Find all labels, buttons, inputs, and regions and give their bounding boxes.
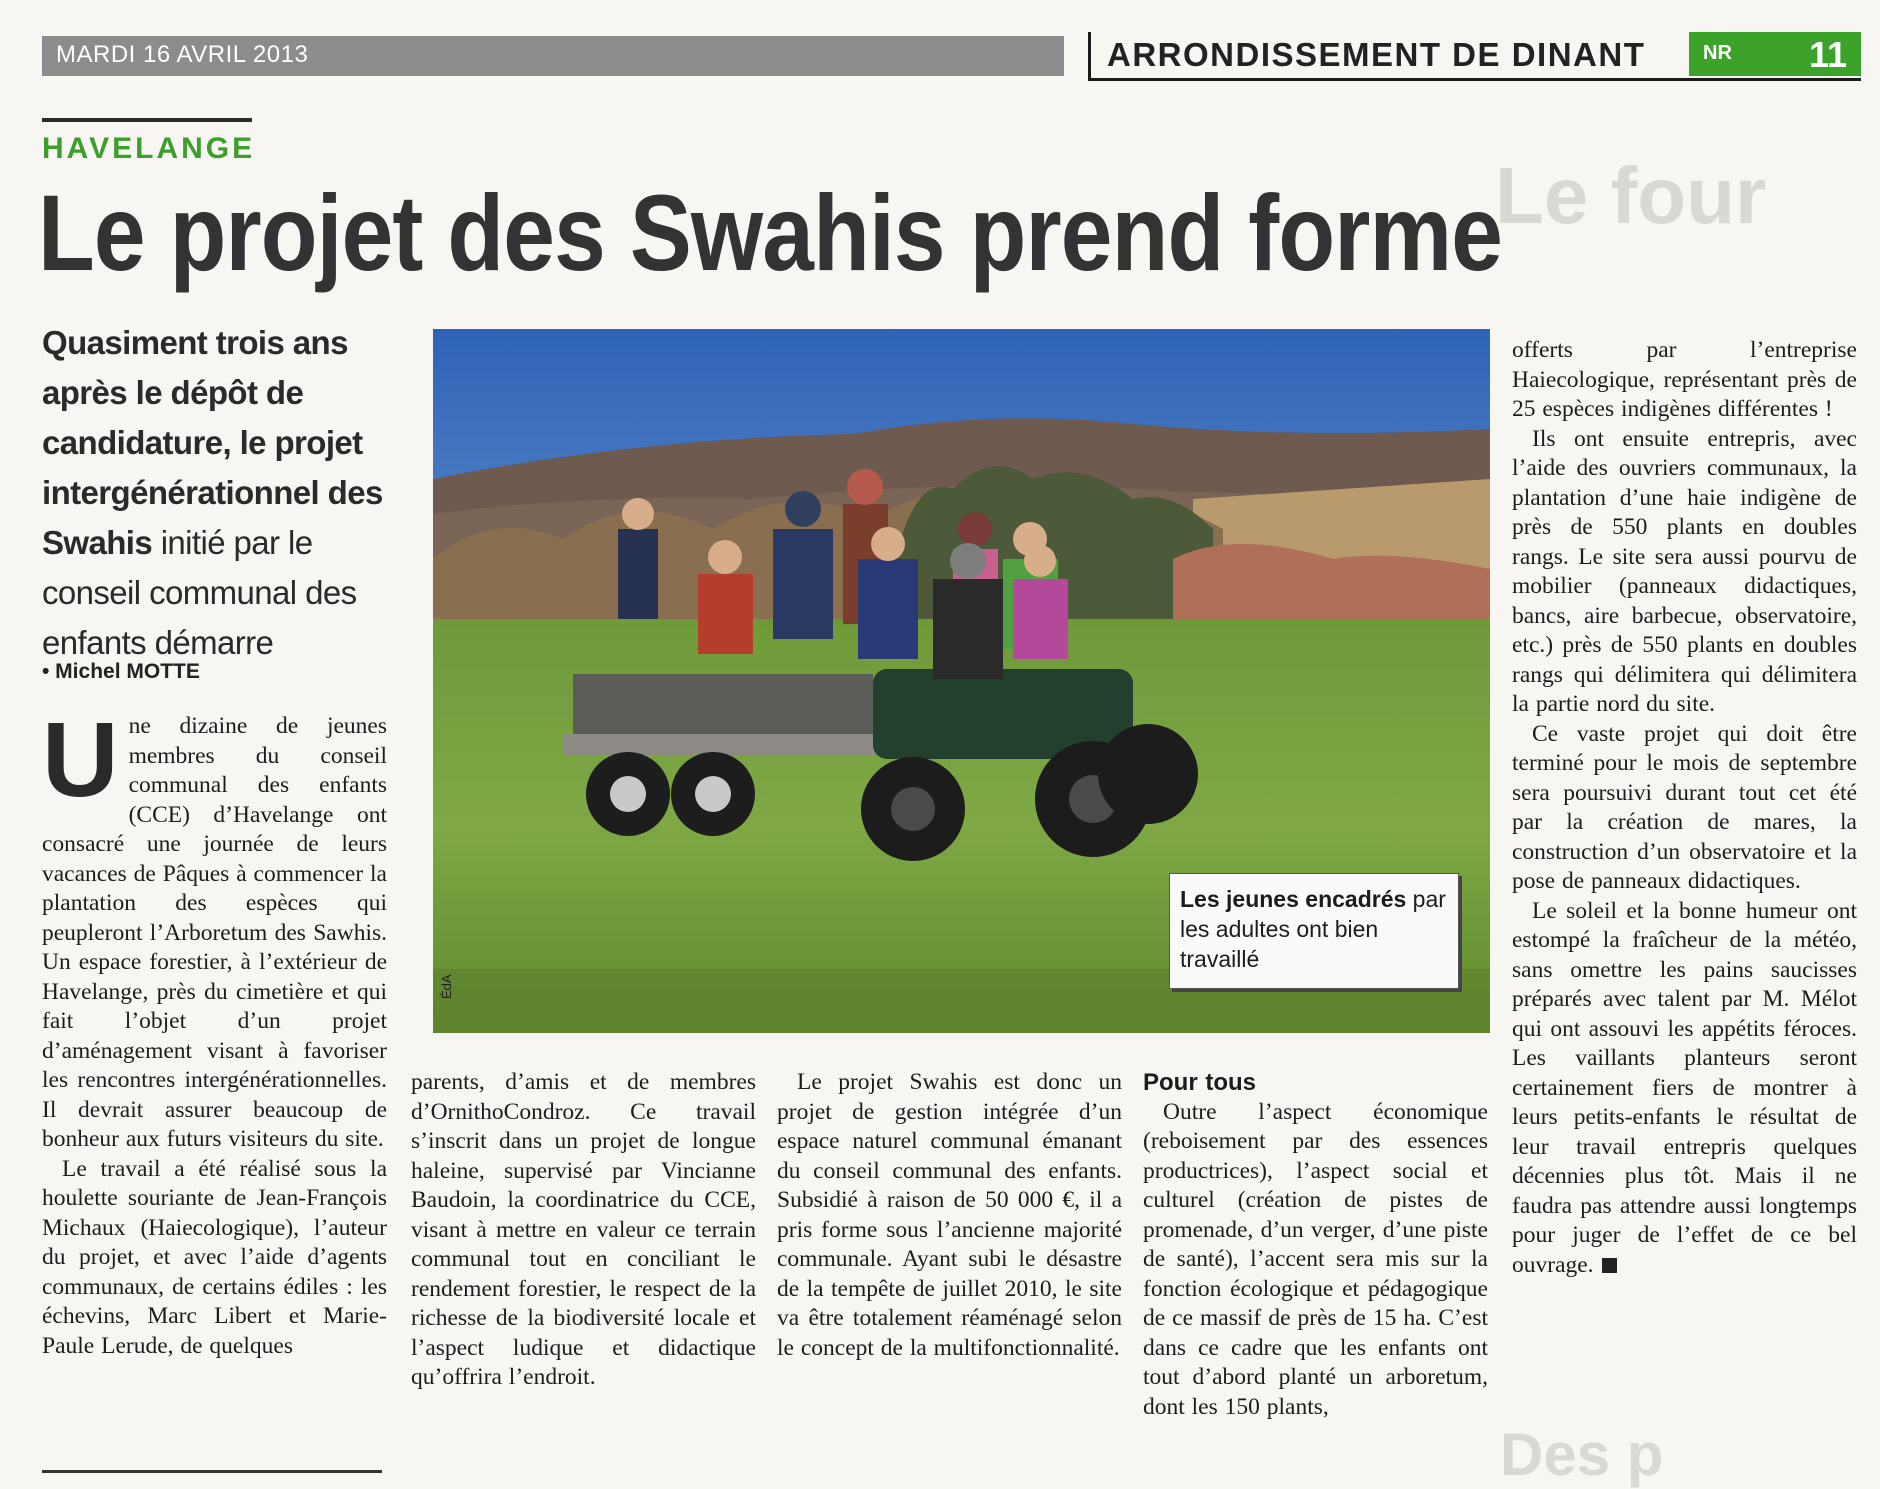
photo-credit: ÉdA (439, 974, 454, 999)
caption-bold: Les jeunes encadrés (1180, 886, 1407, 912)
column-1 (42, 701, 387, 1361)
photo-caption (1169, 873, 1459, 989)
subheading: Pour tous (1143, 1069, 1256, 1096)
bleed-through-text: Des p (1500, 1421, 1664, 1488)
paragraph: Le travail a été réalisé sous la houlette souriante de Jean-François Michaux (Haiecologique), l’auteur du projet, et avec l’aide d’agents communaux, de certains édiles : les échevins, Marc Libert et Marie-Paule Lerude, de quelques (42, 1155, 387, 1359)
paper-logo: NR (1703, 42, 1732, 64)
headline: Le projet des Swahis prend forme (38, 172, 1503, 293)
caption-rest: par les adultes ont bien travaillé (1180, 886, 1446, 972)
column-5 (1512, 336, 1857, 1280)
column-3 (777, 1068, 1122, 1363)
intro-bold: Quasiment trois ans après le dépôt de candidature, le projet intergénérationnel des Swahis (42, 324, 383, 561)
bleed-through-text: Le four (1495, 151, 1767, 240)
paragraph: Le projet Swahis est donc un projet de gestion intégrée d’un espace naturel communal émanant du conseil communal des enfants. Subsidié à raison de 50 000 €, il a pris forme sous l’ancienne majorité communale. Ayant subi le désastre de la tempête de juillet 2010, le site va être totalement réaménagé selon le concept de la multifonctionnalité. (777, 1069, 1122, 1361)
intro-rest: initié par le conseil communal des enfants démarre (42, 524, 357, 661)
intro-text (42, 318, 402, 668)
section-header (1088, 32, 1861, 81)
paragraph-text: ne dizaine de jeunes membres du conseil communal des enfants (CCE) d’Havelange ont consacré une journée de leurs vacances de Pâques à commencer la plantation des espèces qui peupleront l’Arboretum des Sawhis. Un espace forestier, à l’extérieur de Havelange, près du cimetière et qui fait l’objet d’un projet d’aménagement visant à favoriser les rencontres intergénérationnelles. Il devrait assurer beaucoup de bonheur aux futurs visiteurs du site. (42, 713, 387, 1152)
paragraph: Outre l’aspect économique (reboisement par des essences productrices), l’aspect social et culturel (création de pistes de promenade, d’un verger, d’une piste de santé), l’accent sera mis sur la fonction écologique et pédagogique de ce massif de près de 15 ha. C’est dans ce cadre que les enfants ont tout d’abord planté un arboretum, dont les 150 plants, (1143, 1098, 1488, 1420)
kicker: HAVELANGE (42, 132, 256, 165)
end-mark (1602, 1258, 1617, 1273)
bottom-rule (42, 1470, 382, 1473)
paragraph: parents, d’amis et de membres d’OrnithoCondroz. Ce travail s’inscrit dans un projet de longue haleine, supervisé par Vincianne Baudoin, la coordinatrice du CCE, visant à mettre en valeur ce terrain communal tout en conciliant le rendement forestier, le respect de la richesse de la biodiversité locale et l’aspect ludique et didactique qu’offrira l’endroit. (411, 1069, 756, 1390)
page-number: 11 (1808, 34, 1847, 75)
page-tab (1689, 32, 1861, 76)
paragraph (42, 701, 387, 1155)
issue-date: MARDI 16 AVRIL 2013 (56, 41, 309, 68)
paragraph: Ils ont ensuite entrepris, avec l’aide des ouvriers communaux, la plantation d’une haie indigène de près de 550 plants en doubles rangs. Le site sera aussi pourvu de mobilier (panneaux didactiques, bancs, aire barbecue, observatoire, etc.) près de 550 plants en doubles rangs qui délimitera qui délimitera la partie nord du site. (1512, 425, 1857, 717)
paragraph: Ce vaste projet qui doit être terminé pour le mois de septembre sera poursuivi durant tout cet été par la création de mares, la construction d’un observatoire et la pose de panneaux didactiques. (1512, 720, 1857, 894)
paragraph (1512, 897, 1857, 1281)
date-bar (42, 36, 1064, 76)
byline: • Michel MOTTE (42, 660, 200, 683)
paragraph: offerts par l’entreprise Haiecologique, représentant près de 25 espèces indigènes différentes ! (1512, 337, 1857, 422)
drop-cap: U (42, 701, 119, 819)
kicker-rule (42, 118, 252, 122)
article-photo (433, 329, 1490, 1033)
column-4 (1143, 1068, 1488, 1422)
paragraph-text: Le soleil et la bonne humeur ont estompé la fraîcheur de la météo, sans omettre les pains saucisses préparés avec talent par M. Mélot qui ont assouvi les appétits féroces. Les vaillants planteurs seront certainement fiers de montrer à leurs petits-enfants le résultat de leur travail entrepris quelques décennies plus tôt. Mais il ne faudra pas attendre aussi longtemps pour juger de l’effet de ce bel ouvrage. (1512, 897, 1857, 1278)
column-2 (411, 1068, 756, 1393)
section-title: ARRONDISSEMENT DE DINANT (1107, 36, 1646, 73)
